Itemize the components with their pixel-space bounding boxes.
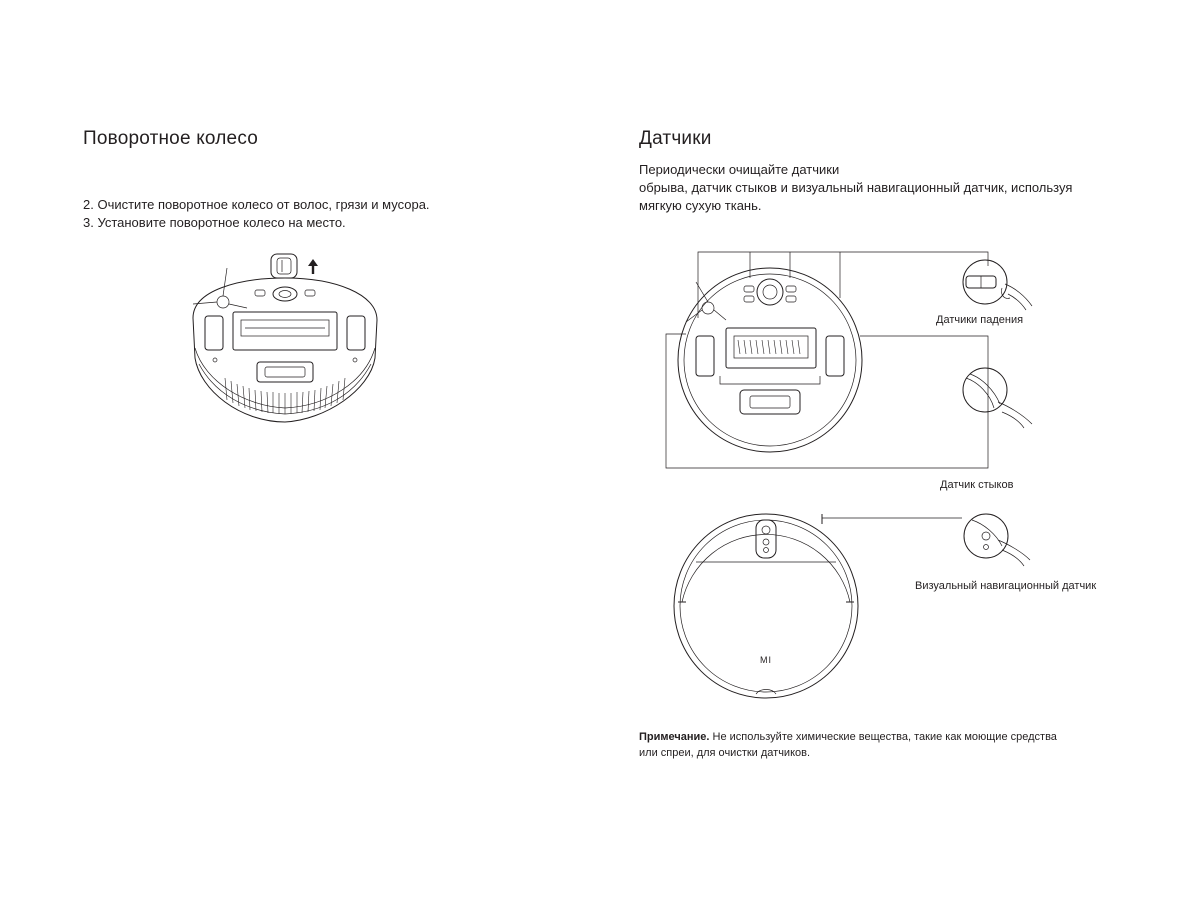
mi-logo: MI <box>760 655 772 665</box>
sensors-intro-line-3: мягкую сухую ткань. <box>639 198 762 213</box>
note-text-1: Не используйте химические вещества, такие как моющие средства <box>712 731 1057 743</box>
sensors-intro-line-2: обрыва, датчик стыков и визуальный навигационный датчик, используя <box>639 180 1073 195</box>
step-3-text: 3. Установите поворотное колесо на место. <box>83 215 346 230</box>
note-line-2: или спреи, для очистки датчиков. <box>639 747 811 759</box>
caster-wheel-illustration <box>185 250 385 425</box>
sensors-top-illustration <box>672 506 1112 700</box>
left-section-title: Поворотное колесо <box>83 128 259 149</box>
right-section-title: Датчики <box>639 128 712 149</box>
sensors-bottom-illustration <box>660 248 1060 478</box>
note-line-1 <box>639 729 1057 745</box>
step-2-text: 2. Очистите поворотное колесо от волос, грязи и мусора. <box>83 197 430 212</box>
visual-sensor-label: Визуальный навигационный датчик <box>915 580 1097 592</box>
bumper-sensor-label: Датчик стыков <box>940 479 1014 491</box>
cliff-sensors-label: Датчики падения <box>936 314 1024 326</box>
note-label: Примечание. <box>639 731 710 743</box>
sensors-intro-line-1: Периодически очищайте датчики <box>639 162 840 177</box>
